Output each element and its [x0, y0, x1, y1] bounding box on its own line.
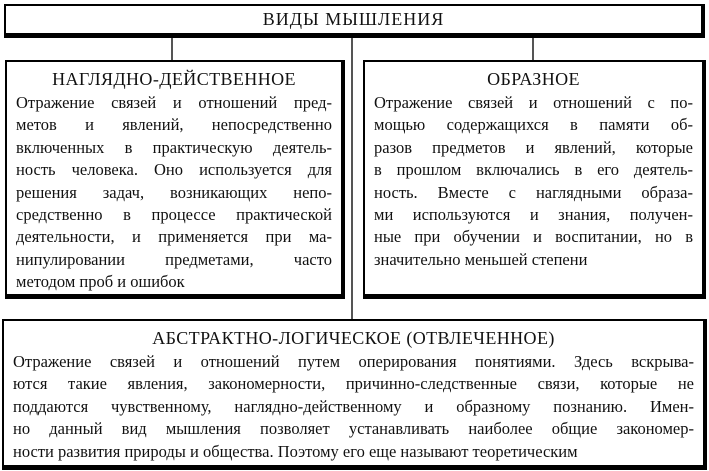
text-line: Отражение связей и отношений путем оперирования понятиями. Здесь вскрыва- [13, 352, 694, 371]
text-line: методом проб и ошибок [16, 272, 185, 292]
text-line: поддаются чувственному, наглядно-действенному и образному познанию. Имен- [13, 396, 694, 416]
text-line: но данный вид мышления позволяет устанавливать наиболее общие закономер- [13, 419, 694, 439]
box-abstract-logical-body [13, 351, 694, 463]
box-figurative-title: ОБРАЗНОЕ [487, 69, 580, 89]
connector-line-middle [351, 38, 353, 319]
text-line: ми используются и знания, получен- [374, 205, 693, 225]
text-line: ность. Вместе с наглядными образа- [374, 182, 693, 202]
box-figurative-body [374, 92, 693, 271]
text-line: ности развития природы и общества. Поэтому его еще называют теоретическим [13, 441, 578, 461]
connector-line-left [171, 38, 173, 60]
text-line: деятельности, и применяется при ма- [16, 227, 332, 247]
box-abstract-logical-title: АБСТРАКТНО-ЛОГИЧЕСКОЕ (ОТВЛЕЧЕННОЕ) [152, 328, 555, 348]
text-line: решения задач, возникающих непо- [16, 182, 332, 202]
text-line: включенных в практическую деятель- [16, 137, 332, 157]
box-visual-action-body [16, 92, 332, 294]
box-visual-action-title: НАГЛЯДНО-ДЕЙСТВЕННОЕ [52, 69, 296, 89]
text-line: значительно меньшей степени [374, 249, 588, 269]
title-box [4, 4, 705, 38]
page-title: ВИДЫ МЫШЛЕНИЯ [262, 9, 445, 29]
text-line: средственно в процессе практической [16, 205, 332, 225]
text-line: ные при обучении и воспитании, но в [374, 227, 693, 247]
text-line: мощью содержащихся в памяти об- [374, 115, 693, 135]
text-line: разов предметов и явлений, которые [374, 137, 693, 157]
connector-line-right [532, 38, 534, 60]
text-line: ность человека. Оно используется для [16, 160, 332, 180]
text-line: Отражение связей и отношений пред- [16, 93, 332, 112]
text-line: ются такие явления, закономерности, причинно-следственные связи, которые не [13, 374, 694, 394]
text-line: в прошлом включались в его деятель- [374, 160, 693, 180]
box-figurative [363, 60, 706, 299]
text-line: Отражение связей и отношений с по- [374, 93, 693, 112]
text-line: метов и явлений, непосредственно [16, 115, 332, 135]
box-visual-action [5, 60, 345, 299]
text-line: нипулировании предметами, часто [16, 249, 332, 269]
box-abstract-logical [2, 319, 707, 470]
